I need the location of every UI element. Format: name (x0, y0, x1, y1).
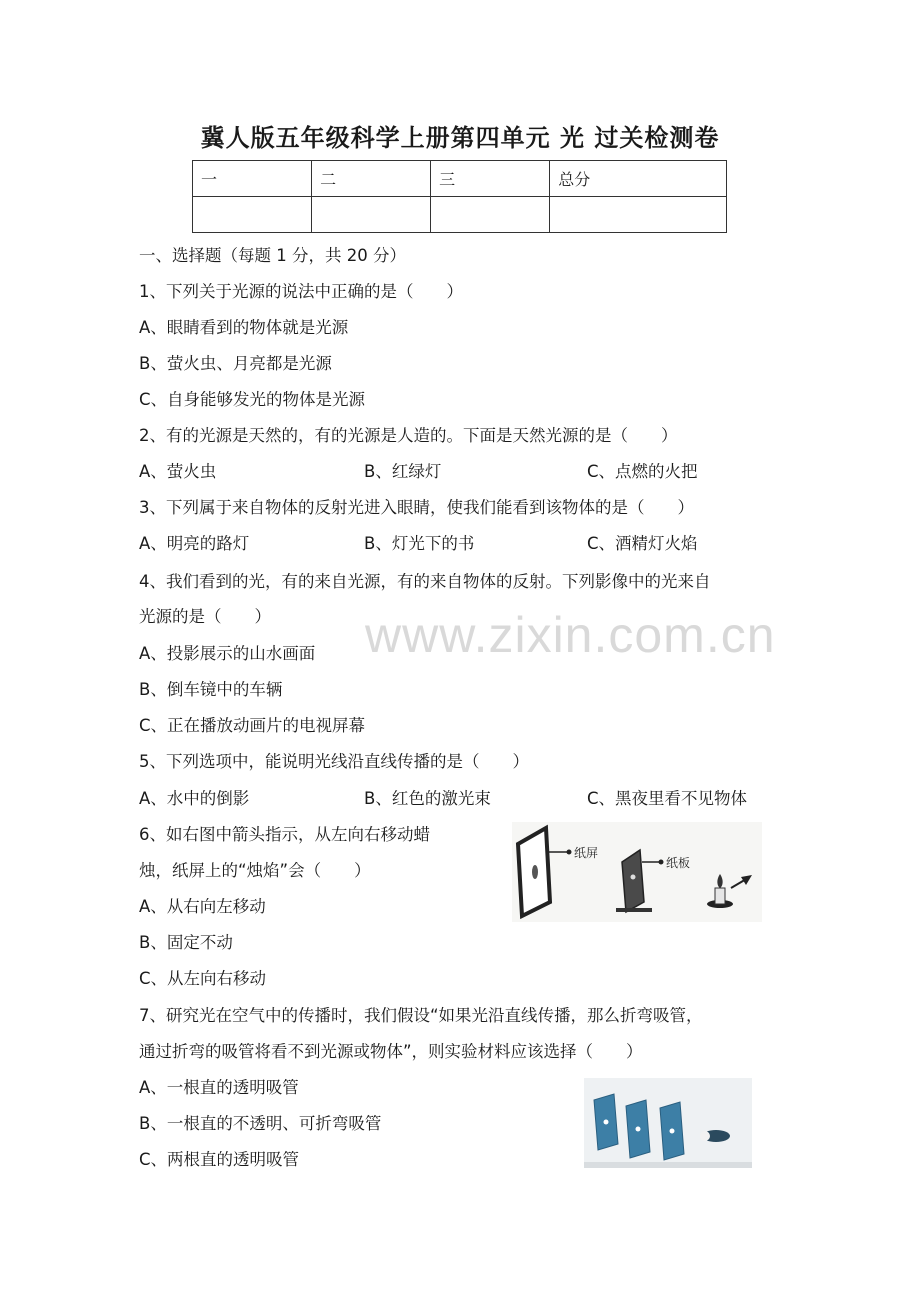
question-4-option-c[interactable]: C、正在播放动画片的电视屏幕 (139, 716, 366, 735)
score-cell-3[interactable] (431, 197, 550, 233)
question-1-option-c[interactable]: C、自身能够发光的物体是光源 (139, 390, 366, 409)
question-6-option-c[interactable]: C、从左向右移动 (139, 969, 267, 988)
question-1-option-a[interactable]: A、眼睛看到的物体就是光源 (139, 318, 349, 337)
score-table-header-row (193, 161, 727, 197)
section-heading: 一、选择题（每题 1 分，共 20 分） (139, 246, 406, 265)
score-cell-2[interactable] (312, 197, 431, 233)
question-7-stem-line-1: 7、研究光在空气中的传播时，我们假设“如果光沿直线传播，那么折弯吸管， (139, 1006, 703, 1025)
question-4-option-a[interactable]: A、投影展示的山水画面 (139, 644, 316, 663)
question-5-option-a[interactable]: A、水中的倒影 (139, 789, 250, 808)
question-5-option-c[interactable]: C、黑夜里看不见物体 (587, 789, 748, 808)
question-7-option-b[interactable]: B、一根直的不透明、可折弯吸管 (139, 1114, 382, 1133)
score-table (192, 160, 727, 233)
question-3-option-c[interactable]: C、酒精灯火焰 (587, 534, 698, 553)
question-6-stem-line-1: 6、如右图中箭头指示，从左向右移动蜡 (139, 825, 430, 844)
score-col-2: 二 (312, 161, 431, 197)
three-cards-figure (584, 1078, 752, 1168)
question-4-stem-line-2: 光源的是（ ） (139, 607, 271, 626)
score-table-blank-row (193, 197, 727, 233)
question-2-option-c[interactable]: C、点燃的火把 (587, 462, 698, 481)
question-3-option-a[interactable]: A、明亮的路灯 (139, 534, 250, 553)
question-6-stem-line-2: 烛，纸屏上的“烛焰”会（ ） (139, 861, 371, 880)
question-6-option-b[interactable]: B、固定不动 (139, 933, 233, 952)
question-7-stem-line-2: 通过折弯的吸管将看不到光源或物体”，则实验材料应该选择（ ） (139, 1042, 643, 1061)
score-cell-1[interactable] (193, 197, 312, 233)
watermark: www.zixin.com.cn (365, 607, 776, 663)
score-cell-total[interactable] (550, 197, 727, 233)
score-col-total: 总分 (550, 161, 727, 197)
cardboard-icon (622, 850, 644, 912)
question-3-stem: 3、下列属于来自物体的反射光进入眼睛，使我们能看到该物体的是（ ） (139, 498, 694, 517)
question-7-option-c[interactable]: C、两根直的透明吸管 (139, 1150, 300, 1169)
question-7-option-a[interactable]: A、一根直的透明吸管 (139, 1078, 299, 1097)
score-col-3: 三 (431, 161, 550, 197)
question-4-option-b[interactable]: B、倒车镜中的车辆 (139, 680, 283, 699)
question-1-stem: 1、下列关于光源的说法中正确的是（ ） (139, 282, 463, 301)
question-2-stem: 2、有的光源是天然的，有的光源是人造的。下面是天然光源的是（ ） (139, 426, 678, 445)
candle-screen-figure (512, 822, 762, 922)
figure-label-paper-screen: 纸屏 (574, 846, 599, 860)
question-6-option-a[interactable]: A、从右向左移动 (139, 897, 266, 916)
question-5-option-b[interactable]: B、红色的激光束 (364, 789, 491, 808)
candle-icon (715, 888, 725, 904)
question-4-stem-line-1: 4、我们看到的光，有的来自光源，有的来自物体的反射。下列影像中的光来自 (139, 572, 711, 591)
figure-label-cardboard: 纸板 (666, 856, 691, 870)
screen-flame-image-icon (532, 865, 538, 879)
score-col-1: 一 (193, 161, 312, 197)
question-1-option-b[interactable]: B、萤火虫、月亮都是光源 (139, 354, 332, 373)
question-5-stem: 5、下列选项中，能说明光线沿直线传播的是（ ） (139, 752, 529, 771)
question-2-option-a[interactable]: A、萤火虫 (139, 462, 217, 481)
question-2-option-b[interactable]: B、红绿灯 (364, 462, 442, 481)
question-3-option-b[interactable]: B、灯光下的书 (364, 534, 475, 553)
document-title: 冀人版五年级科学上册第四单元 光 过关检测卷 (200, 124, 720, 152)
